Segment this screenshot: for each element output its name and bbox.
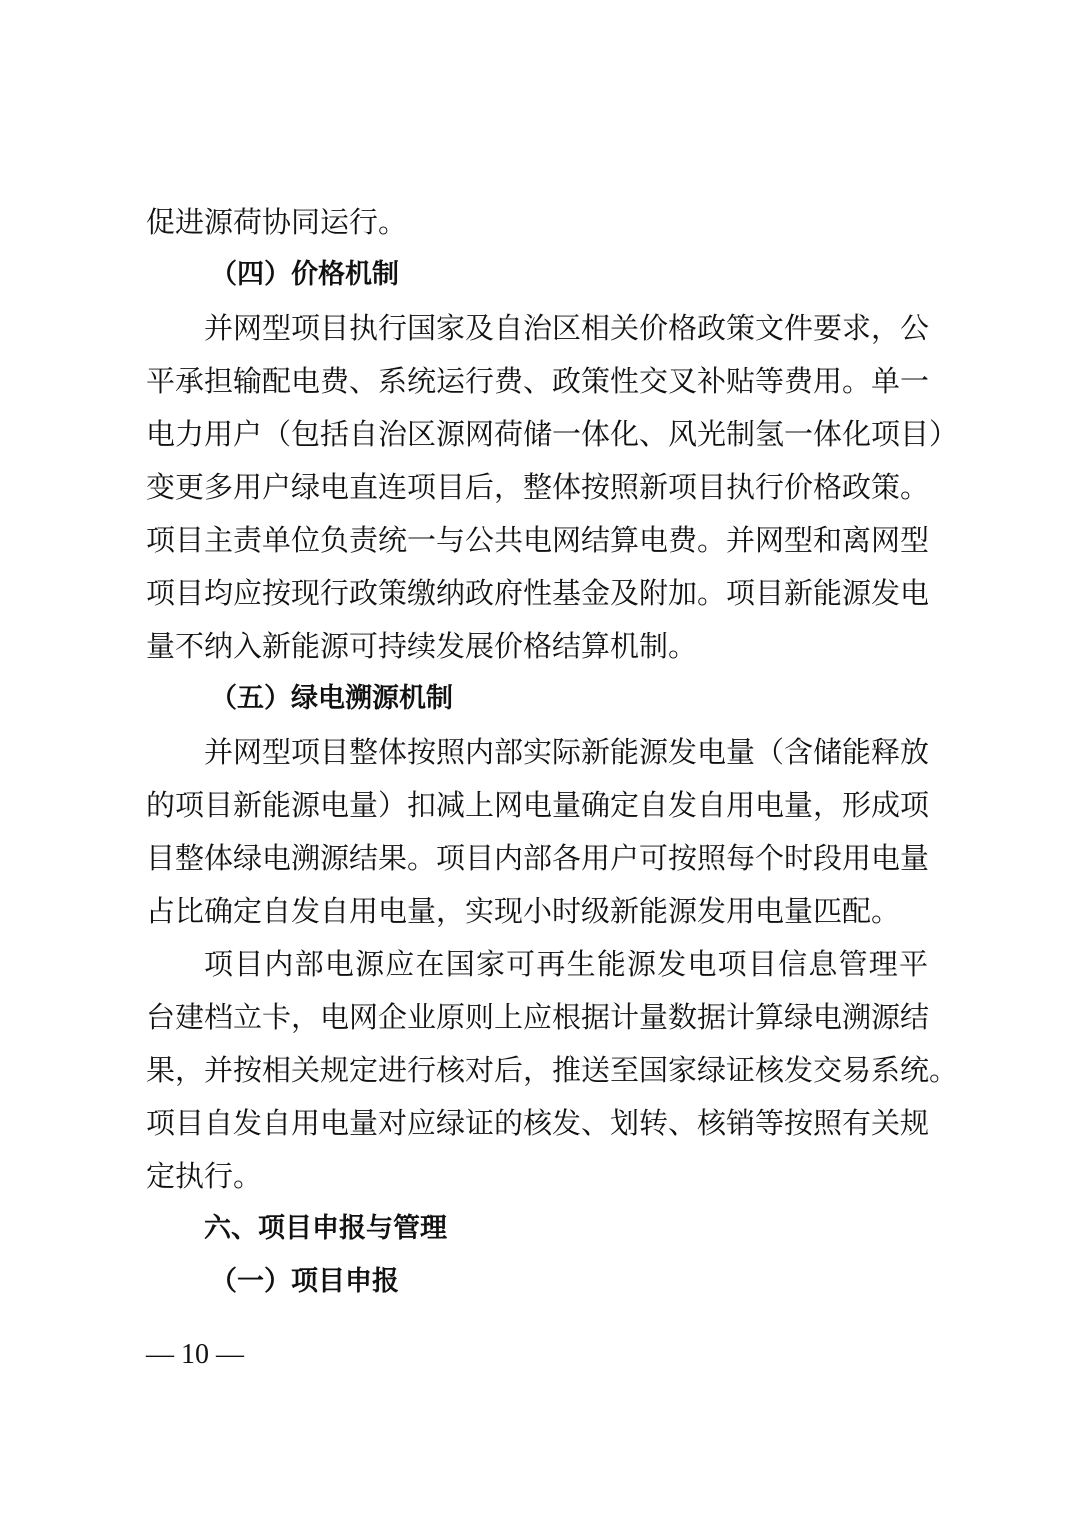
section-heading-green-power-traceability: （五）绿电溯源机制 [210, 683, 453, 714]
paragraph-line: 目整体绿电溯源结果。项目内部各用户可按照每个时段用电量 [146, 841, 930, 875]
paragraph-line: 电力用户（包括自治区源网荷储一体化、风光制氢一体化项目） [146, 417, 959, 451]
paragraph-line: 的项目新能源电量）扣减上网电量确定自发自用电量，形成项 [146, 788, 930, 822]
page-number: — 10 — [146, 1339, 244, 1370]
paragraph-line: 果，并按相关规定进行核对后，推送至国家绿证核发交易系统。 [146, 1053, 959, 1087]
paragraph-line: 项目主责单位负责统一与公共电网结算电费。并网型和离网型 [146, 523, 930, 557]
paragraph-line: 项目内部电源应在国家可再生能源发电项目信息管理平 [204, 947, 928, 981]
paragraph-line: 并网型项目整体按照内部实际新能源发电量（含储能释放 [204, 735, 930, 769]
paragraph-line: 促进源荷协同运行。 [146, 205, 408, 239]
paragraph-line: 定执行。 [146, 1159, 263, 1193]
section-heading-project-application: （一）项目申报 [210, 1266, 399, 1297]
paragraph-line: 量不纳入新能源可持续发展价格结算机制。 [146, 629, 698, 663]
paragraph-line: 台建档立卡，电网企业原则上应根据计量数据计算绿电溯源结 [146, 1000, 930, 1034]
paragraph-line: 平承担输配电费、系统运行费、政策性交叉补贴等费用。单一 [146, 364, 930, 398]
paragraph-line: 变更多用户绿电直连项目后，整体按照新项目执行价格政策。 [146, 470, 930, 504]
section-heading-price-mechanism: （四）价格机制 [210, 259, 399, 290]
paragraph-line: 项目自发自用电量对应绿证的核发、划转、核销等按照有关规 [146, 1106, 930, 1140]
paragraph-line: 占比确定自发自用电量，实现小时级新能源发用电量匹配。 [146, 894, 901, 928]
chapter-heading-project-application: 六、项目申报与管理 [204, 1213, 447, 1244]
paragraph-line: 项目均应按现行政策缴纳政府性基金及附加。项目新能源发电 [146, 576, 930, 610]
paragraph-line: 并网型项目执行国家及自治区相关价格政策文件要求，公 [204, 311, 930, 345]
